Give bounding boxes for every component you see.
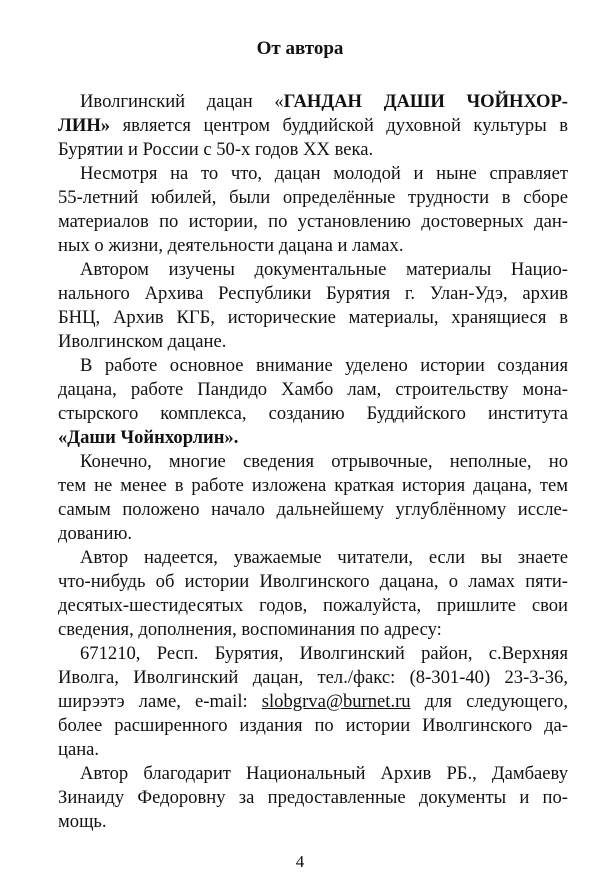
text-line <box>58 762 568 786</box>
text-segment: сведения, дополнения, воспоминания по адресу: <box>58 619 442 640</box>
text-line <box>58 282 568 306</box>
text-line <box>58 522 568 546</box>
text-line <box>58 90 568 114</box>
text-segment: Бурятии и России с 50-х годов XX века. <box>58 139 374 160</box>
text-line <box>58 570 568 594</box>
paragraph <box>58 258 568 354</box>
text-line <box>58 474 568 498</box>
text-line <box>58 402 568 426</box>
document-body <box>58 90 568 834</box>
text-line <box>58 234 568 258</box>
text-line <box>58 258 568 282</box>
text-segment: тем не менее в работе изложена краткая история дацана, тем <box>58 475 568 496</box>
text-line <box>58 786 568 810</box>
page-number: 4 <box>295 852 305 871</box>
text-segment: что-нибудь об истории Иволгинского дацана, о ламах пяти- <box>58 571 568 592</box>
text-line <box>58 210 568 234</box>
email-link[interactable]: slobgrva@burnet.ru <box>261 691 411 712</box>
text-segment: дацана, работе Пандидо Хамбо лам, строительству мона- <box>58 379 568 400</box>
text-line <box>58 738 568 762</box>
text-segment: дованию. <box>58 523 132 544</box>
text-segment: Автор надеется, уважаемые читатели, если вы знаете <box>80 547 568 568</box>
paragraph <box>58 450 568 546</box>
bold-text: ГАНДАН ДАШИ ЧОЙНХОР- <box>283 91 568 112</box>
text-line <box>58 354 568 378</box>
text-line <box>58 618 568 642</box>
text-segment: Иволгинском дацане. <box>58 331 227 352</box>
text-segment: десятых-шестидесятых годов, пожалуйста, пришлите свои <box>58 595 568 616</box>
text-line <box>58 450 568 474</box>
text-segment: Автор благодарит Национальный Архив РБ., Дамбаеву <box>80 763 568 784</box>
text-segment: цана. <box>58 739 100 760</box>
paragraph <box>58 546 568 642</box>
text-segment: 55-летний юбилей, были определённые трудности в сборе <box>58 187 568 208</box>
text-segment: нального Архива Республики Бурятия г. Улан-Удэ, архив <box>58 283 568 304</box>
text-segment: самым положено начало дальнейшему углублённому иссле- <box>58 499 568 520</box>
bold-text: ЛИН» <box>58 115 111 136</box>
text-segment: БНЦ, Архив КГБ, исторические материалы, хранящиеся в <box>58 307 568 328</box>
text-line <box>58 114 568 138</box>
text-segment: для следующего, <box>410 691 568 712</box>
paragraph <box>58 90 568 162</box>
text-line <box>58 378 568 402</box>
text-line <box>58 162 568 186</box>
text-segment: Иволгинский дацан « <box>80 91 284 112</box>
text-line <box>58 546 568 570</box>
text-segment: Автором изучены документальные материалы Нацио- <box>80 259 568 280</box>
text-segment: ных о жизни, деятельности дацана и ламах. <box>58 235 404 256</box>
text-segment: мощь. <box>58 811 107 832</box>
text-line <box>58 186 568 210</box>
paragraph <box>58 354 568 450</box>
text-line <box>58 138 568 162</box>
paragraph <box>58 762 568 834</box>
text-line <box>58 594 568 618</box>
paragraph <box>58 162 568 258</box>
text-line <box>58 714 568 738</box>
page-title: От автора <box>256 38 344 59</box>
text-segment: Несмотря на то что, дацан молодой и ныне справляет <box>80 163 568 184</box>
text-segment: Зинаиду Федоровну за предоставленные документы и по- <box>58 787 568 808</box>
text-segment: стырского комплекса, созданию Буддийского института <box>58 403 568 424</box>
text-line <box>58 666 568 690</box>
text-line <box>58 810 568 834</box>
text-segment: ширээтэ ламе, e-mail: <box>58 691 262 712</box>
bold-text: «Даши Чойнхорлин». <box>58 427 239 448</box>
text-line <box>58 426 568 450</box>
text-line <box>58 306 568 330</box>
text-segment: материалов по истории, по установлению достоверных дан- <box>58 211 568 232</box>
text-segment: 671210, Респ. Бурятия, Иволгинский район, с.Верхняя <box>80 643 568 664</box>
text-line <box>58 330 568 354</box>
text-line <box>58 642 568 666</box>
text-line <box>58 498 568 522</box>
text-segment: Конечно, многие сведения отрывочные, неполные, но <box>80 451 568 472</box>
text-segment: Иволга, Иволгинский дацан, тел./факс: (8-301-40) 23-3-36, <box>58 667 568 688</box>
text-segment: более расширенного издания по истории Иволгинского да- <box>58 715 568 736</box>
text-segment: В работе основное внимание уделено истории создания <box>80 355 568 376</box>
text-segment: является центром буддийской духовной культуры в <box>110 115 568 136</box>
paragraph <box>58 642 568 762</box>
text-line <box>58 690 568 714</box>
